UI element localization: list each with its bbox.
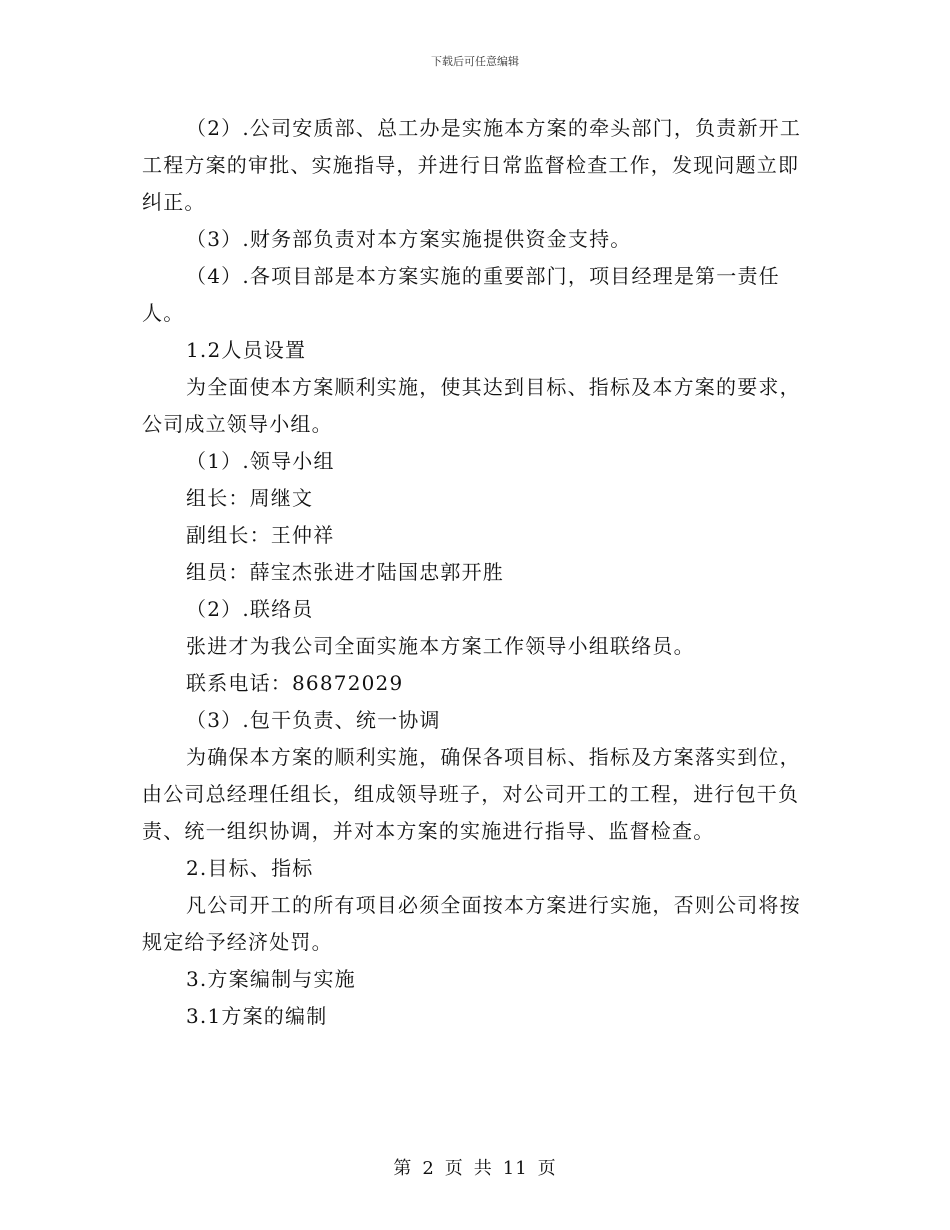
section-heading-3: 3.方案编制与实施: [186, 967, 356, 991]
subheading-coordination: （3）.包干负责、统一协调: [186, 708, 441, 732]
footer-current-page: 2: [422, 1158, 435, 1179]
group-members: 组员：薛宝杰张进才陆国忠郭开胜: [186, 560, 504, 584]
paragraph-2: （3）.财务部负责对本方案实施提供资金支持。: [186, 227, 632, 251]
paragraph-targets: 凡公司开工的所有项目必须全面按本方案进行实施，否则公司将按规定给予经济处罚。: [142, 893, 801, 954]
footer-suffix: 页: [537, 1158, 557, 1179]
paragraph-coordination: 为确保本方案的顺利实施，确保各项目标、指标及方案落实到位，由公司总经理任组长，组成领导班子，对公司开工的工程，进行包干负责、统一组织协调，并对本方案的实施进行指导、监督检查。: [142, 745, 801, 843]
section-heading-2: 2.目标、指标: [186, 856, 314, 880]
footer-total-word: 共: [473, 1158, 493, 1179]
footer-prefix: 第: [393, 1158, 413, 1179]
paragraph-5: 为全面使本方案顺利实施，使其达到目标、指标及本方案的要求，公司成立领导小组。: [142, 375, 801, 436]
section-heading-3-1: 3.1方案的编制: [186, 1004, 328, 1028]
contact-phone: 联系电话：86872029: [186, 671, 404, 695]
section-heading-1-2: 1.2人员设置: [186, 338, 307, 362]
paragraph-1: （2）.公司安质部、总工办是实施本方案的牵头部门，负责新开工工程方案的审批、实施指导，并进行日常监督检查工作，发现问题立即纠正。: [142, 116, 802, 214]
document-body: [142, 110, 812, 1035]
footer-page-word: 页: [444, 1158, 464, 1179]
deputy-group-leader: 副组长：王仲祥: [186, 523, 335, 547]
header-note: 下载后可任意编辑: [431, 55, 519, 68]
subheading-liaison: （2）.联络员: [186, 597, 314, 621]
footer-total-pages: 11: [502, 1158, 528, 1179]
paragraph-3: （4）.各项目部是本方案实施的重要部门，项目经理是第一责任人。: [142, 264, 780, 325]
group-leader: 组长：周继文: [186, 486, 314, 510]
liaison-statement: 张进才为我公司全面实施本方案工作领导小组联络员。: [186, 634, 695, 658]
subheading-leadership-group: （1）.领导小组: [186, 449, 335, 473]
page-footer: [0, 1154, 950, 1180]
